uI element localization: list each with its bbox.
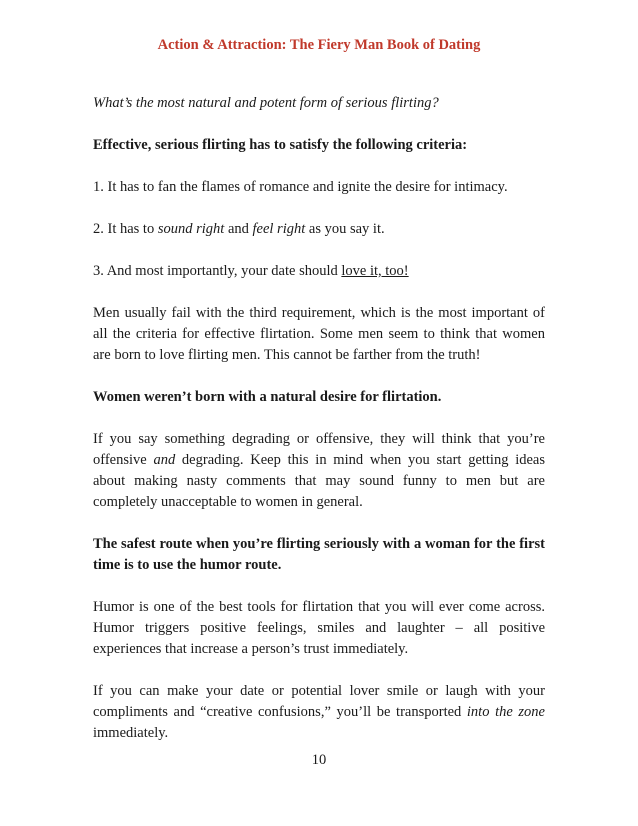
criterion-2-pre: 2. It has to	[93, 221, 158, 237]
criterion-2	[93, 219, 545, 240]
criterion-2-post: as you say it.	[305, 221, 385, 237]
paragraph-4-pre: If you can make your date or potential lover smile or laugh with your compliments and “creative confusions,” you’ll be transported	[93, 683, 545, 720]
paragraph-4-emphasis: into the zone	[466, 704, 545, 720]
paragraph-4-post: immediately.	[93, 725, 169, 741]
paragraph-1: Men usually fail with the third requirement, which is the most important of all the criteria for effective flirtation. Some men seem to think that women are born to love flirting men. This cannot be farther from the truth!	[93, 305, 545, 363]
paragraph-2-post: degrading. Keep this in mind when you start getting ideas about making nasty comments that may sound funny to men but are completely unacceptable to women in general.	[93, 452, 545, 510]
body-text	[93, 93, 545, 765]
bold-statement-1: Women weren’t born with a natural desire for flirtation.	[93, 389, 442, 405]
question-line: What’s the most natural and potent form of serious flirting?	[93, 95, 439, 111]
paragraph-2	[93, 429, 545, 513]
criterion-2-emphasis-1: sound right	[157, 221, 225, 237]
criterion-3-underlined: love it, too!	[341, 263, 409, 279]
running-header: Action & Attraction: The Fiery Man Book of Dating	[157, 37, 481, 53]
paragraph-2-emphasis: and	[153, 452, 176, 468]
paragraph-3: Humor is one of the best tools for flirtation that you will ever come across. Humor triggers positive feelings, smiles and laughter – all positive experiences that increase a person’s trust immediately.	[93, 599, 545, 657]
criterion-3-pre: 3. And most importantly, your date should	[93, 263, 342, 279]
criterion-2-emphasis-2: feel right	[252, 221, 306, 237]
paragraph-4	[93, 681, 545, 744]
criteria-heading: Effective, serious flirting has to satisfy the following criteria:	[93, 137, 468, 153]
criterion-3	[93, 261, 545, 282]
criterion-2-mid: and	[224, 221, 253, 237]
page-number: 10	[311, 752, 327, 768]
paragraph-2-pre: If you say something degrading or offensive, they will think that you’re offensive	[93, 431, 545, 468]
bold-statement-2: The safest route when you’re flirting seriously with a woman for the first time is to use the humor route.	[93, 536, 545, 573]
criterion-1: 1. It has to fan the flames of romance and ignite the desire for intimacy.	[93, 179, 508, 195]
